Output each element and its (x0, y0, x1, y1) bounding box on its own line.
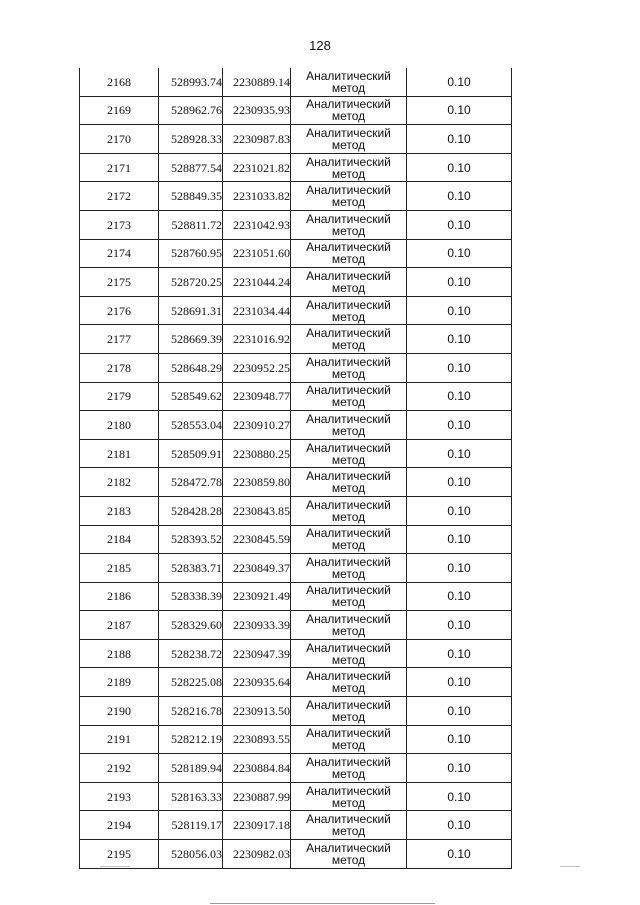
method-cell (291, 611, 407, 640)
method-line2: метод (331, 738, 366, 753)
point-number: 2172 (80, 182, 159, 211)
coord-x: 528225.08 (159, 668, 223, 697)
coord-y: 2231044.24 (223, 268, 291, 297)
method-cell (291, 582, 407, 611)
point-number: 2181 (80, 439, 159, 468)
accuracy: 0.10 (407, 239, 512, 268)
method-cell (291, 96, 407, 125)
method-line2: метод (331, 566, 366, 581)
coord-y: 2230935.64 (223, 668, 291, 697)
method-line2: метод (331, 166, 366, 181)
table-row (80, 468, 512, 497)
table-row (80, 296, 512, 325)
coord-x: 528877.54 (159, 153, 223, 182)
coord-x: 528648.29 (159, 353, 223, 382)
method-cell (291, 125, 407, 154)
accuracy: 0.10 (407, 582, 512, 611)
method-line2: метод (331, 795, 366, 810)
coord-y: 2231021.82 (223, 153, 291, 182)
method-cell (291, 182, 407, 211)
point-number: 2171 (80, 153, 159, 182)
method-cell (291, 525, 407, 554)
coordinates-table-body (80, 68, 512, 868)
accuracy: 0.10 (407, 725, 512, 754)
method-line2: метод (331, 824, 366, 839)
method-line1: Аналитический (306, 268, 391, 283)
method-line1: Аналитический (306, 154, 391, 169)
coord-y: 2230893.55 (223, 725, 291, 754)
table-row (80, 754, 512, 783)
point-number: 2174 (80, 239, 159, 268)
coord-y: 2230947.39 (223, 639, 291, 668)
method-line1: Аналитический (306, 411, 391, 426)
method-line1: Аналитический (306, 97, 391, 112)
point-number: 2180 (80, 411, 159, 440)
accuracy: 0.10 (407, 353, 512, 382)
point-number: 2182 (80, 468, 159, 497)
accuracy: 0.10 (407, 554, 512, 583)
coord-y: 2230917.18 (223, 811, 291, 840)
point-number: 2178 (80, 353, 159, 382)
method-cell (291, 668, 407, 697)
method-cell (291, 325, 407, 354)
accuracy: 0.10 (407, 525, 512, 554)
coord-x: 528720.25 (159, 268, 223, 297)
method-line1: Аналитический (306, 240, 391, 255)
coord-y: 2230935.93 (223, 96, 291, 125)
accuracy: 0.10 (407, 496, 512, 525)
coord-x: 528163.33 (159, 782, 223, 811)
point-number: 2170 (80, 125, 159, 154)
method-cell (291, 68, 407, 96)
accuracy: 0.10 (407, 439, 512, 468)
method-line2: метод (331, 109, 366, 124)
method-line2: метод (331, 338, 366, 353)
coord-x: 528549.62 (159, 382, 223, 411)
point-number: 2175 (80, 268, 159, 297)
table-row (80, 382, 512, 411)
page-number: 128 (309, 38, 331, 53)
table-row (80, 782, 512, 811)
method-line1: Аналитический (306, 812, 391, 827)
coord-x: 528472.78 (159, 468, 223, 497)
coord-x: 528553.04 (159, 411, 223, 440)
coord-y: 2230952.25 (223, 353, 291, 382)
method-cell (291, 811, 407, 840)
method-cell (291, 468, 407, 497)
method-cell (291, 782, 407, 811)
accuracy: 0.10 (407, 468, 512, 497)
method-cell (291, 411, 407, 440)
method-line2: метод (331, 652, 366, 667)
coord-y: 2230889.14 (223, 68, 291, 96)
method-line1: Аналитический (306, 440, 391, 455)
coord-y: 2230987.83 (223, 125, 291, 154)
coord-x: 528212.19 (159, 725, 223, 754)
table-row (80, 668, 512, 697)
method-line2: метод (331, 624, 366, 639)
accuracy: 0.10 (407, 96, 512, 125)
method-line1: Аналитический (306, 669, 391, 684)
point-number: 2168 (80, 68, 159, 96)
table-row (80, 554, 512, 583)
coord-x: 528993.74 (159, 68, 223, 96)
coord-x: 528691.31 (159, 296, 223, 325)
table-row (80, 496, 512, 525)
coord-x: 528760.95 (159, 239, 223, 268)
coord-x: 528428.28 (159, 496, 223, 525)
point-number: 2177 (80, 325, 159, 354)
method-line2: метод (331, 280, 366, 295)
method-line1: Аналитический (306, 840, 391, 855)
method-line2: метод (331, 252, 366, 267)
method-line1: Аналитический (306, 326, 391, 341)
accuracy: 0.10 (407, 697, 512, 726)
point-number: 2187 (80, 611, 159, 640)
table-row (80, 639, 512, 668)
point-number: 2176 (80, 296, 159, 325)
table-row (80, 525, 512, 554)
coord-y: 2230843.85 (223, 496, 291, 525)
method-line2: метод (331, 538, 366, 553)
table-row (80, 811, 512, 840)
method-line1: Аналитический (306, 211, 391, 226)
coord-y: 2230884.84 (223, 754, 291, 783)
table-row (80, 125, 512, 154)
coord-x: 528383.71 (159, 554, 223, 583)
accuracy: 0.10 (407, 782, 512, 811)
table-row (80, 268, 512, 297)
coord-x: 528338.39 (159, 582, 223, 611)
coord-y: 2230948.77 (223, 382, 291, 411)
accuracy: 0.10 (407, 153, 512, 182)
method-line1: Аналитический (306, 68, 391, 83)
coord-x: 528962.76 (159, 96, 223, 125)
scan-artifact (560, 866, 580, 867)
point-number: 2192 (80, 754, 159, 783)
table-row (80, 153, 512, 182)
method-line2: метод (331, 80, 366, 95)
method-line1: Аналитический (306, 726, 391, 741)
accuracy: 0.10 (407, 840, 512, 869)
table-row (80, 582, 512, 611)
method-cell (291, 840, 407, 869)
table-row (80, 210, 512, 239)
accuracy: 0.10 (407, 811, 512, 840)
method-line1: Аналитический (306, 469, 391, 484)
table-row (80, 725, 512, 754)
method-line1: Аналитический (306, 612, 391, 627)
accuracy: 0.10 (407, 325, 512, 354)
scan-edge-line (210, 903, 435, 904)
method-cell (291, 268, 407, 297)
coord-y: 2230921.49 (223, 582, 291, 611)
method-line1: Аналитический (306, 526, 391, 541)
scan-artifact (100, 866, 130, 867)
method-line1: Аналитический (306, 183, 391, 198)
method-line2: метод (331, 709, 366, 724)
coord-y: 2231042.93 (223, 210, 291, 239)
point-number: 2183 (80, 496, 159, 525)
table-row (80, 611, 512, 640)
method-cell (291, 153, 407, 182)
coord-y: 2230859.80 (223, 468, 291, 497)
table-row (80, 239, 512, 268)
coord-x: 528669.39 (159, 325, 223, 354)
coord-y: 2230887.99 (223, 782, 291, 811)
method-line2: метод (331, 395, 366, 410)
method-line1: Аналитический (306, 125, 391, 140)
method-line1: Аналитический (306, 583, 391, 598)
point-number: 2194 (80, 811, 159, 840)
point-number: 2193 (80, 782, 159, 811)
method-line1: Аналитический (306, 383, 391, 398)
coord-y: 2231033.82 (223, 182, 291, 211)
method-line1: Аналитический (306, 497, 391, 512)
point-number: 2179 (80, 382, 159, 411)
method-line2: метод (331, 223, 366, 238)
method-line2: метод (331, 195, 366, 210)
point-number: 2188 (80, 639, 159, 668)
method-line1: Аналитический (306, 354, 391, 369)
method-line1: Аналитический (306, 783, 391, 798)
coord-x: 528189.94 (159, 754, 223, 783)
accuracy: 0.10 (407, 68, 512, 96)
method-line2: метод (331, 681, 366, 696)
coord-x: 528509.91 (159, 439, 223, 468)
coordinates-table (79, 68, 512, 869)
accuracy: 0.10 (407, 382, 512, 411)
method-line2: метод (331, 852, 366, 867)
method-line2: метод (331, 452, 366, 467)
point-number: 2195 (80, 840, 159, 869)
table-row (80, 411, 512, 440)
coord-x: 528056.03 (159, 840, 223, 869)
coord-x: 528928.33 (159, 125, 223, 154)
accuracy: 0.10 (407, 411, 512, 440)
coord-y: 2230849.37 (223, 554, 291, 583)
table-row (80, 325, 512, 354)
method-line2: метод (331, 595, 366, 610)
method-cell (291, 353, 407, 382)
method-cell (291, 210, 407, 239)
method-cell (291, 725, 407, 754)
coord-y: 2230913.50 (223, 697, 291, 726)
accuracy: 0.10 (407, 296, 512, 325)
coord-x: 528216.78 (159, 697, 223, 726)
accuracy: 0.10 (407, 668, 512, 697)
coord-x: 528811.72 (159, 210, 223, 239)
method-cell (291, 554, 407, 583)
point-number: 2184 (80, 525, 159, 554)
point-number: 2190 (80, 697, 159, 726)
coord-y: 2231016.92 (223, 325, 291, 354)
method-cell (291, 439, 407, 468)
coord-x: 528238.72 (159, 639, 223, 668)
coord-y: 2230845.59 (223, 525, 291, 554)
coord-x: 528849.35 (159, 182, 223, 211)
accuracy: 0.10 (407, 125, 512, 154)
accuracy: 0.10 (407, 182, 512, 211)
method-cell (291, 239, 407, 268)
point-number: 2191 (80, 725, 159, 754)
method-line2: метод (331, 481, 366, 496)
table-row (80, 68, 512, 96)
method-line1: Аналитический (306, 697, 391, 712)
table-row (80, 840, 512, 869)
table-row (80, 96, 512, 125)
method-line1: Аналитический (306, 755, 391, 770)
method-cell (291, 697, 407, 726)
coord-x: 528329.60 (159, 611, 223, 640)
table-row (80, 182, 512, 211)
coord-y: 2230982.03 (223, 840, 291, 869)
coord-y: 2231034.44 (223, 296, 291, 325)
coord-y: 2230910.27 (223, 411, 291, 440)
coord-y: 2230933.39 (223, 611, 291, 640)
method-line2: метод (331, 137, 366, 152)
coord-x: 528393.52 (159, 525, 223, 554)
coord-y: 2231051.60 (223, 239, 291, 268)
accuracy: 0.10 (407, 210, 512, 239)
point-number: 2186 (80, 582, 159, 611)
method-cell (291, 382, 407, 411)
table-row (80, 353, 512, 382)
method-cell (291, 754, 407, 783)
method-cell (291, 496, 407, 525)
method-line2: метод (331, 767, 366, 782)
method-line2: метод (331, 509, 366, 524)
point-number: 2189 (80, 668, 159, 697)
coord-y: 2230880.25 (223, 439, 291, 468)
accuracy: 0.10 (407, 754, 512, 783)
method-line1: Аналитический (306, 640, 391, 655)
table-row (80, 697, 512, 726)
point-number: 2169 (80, 96, 159, 125)
method-line2: метод (331, 309, 366, 324)
point-number: 2185 (80, 554, 159, 583)
table-row (80, 439, 512, 468)
coord-x: 528119.17 (159, 811, 223, 840)
method-line2: метод (331, 366, 366, 381)
point-number: 2173 (80, 210, 159, 239)
accuracy: 0.10 (407, 611, 512, 640)
method-line2: метод (331, 423, 366, 438)
method-cell (291, 296, 407, 325)
method-cell (291, 639, 407, 668)
accuracy: 0.10 (407, 268, 512, 297)
method-line1: Аналитический (306, 554, 391, 569)
method-line1: Аналитический (306, 297, 391, 312)
accuracy: 0.10 (407, 639, 512, 668)
